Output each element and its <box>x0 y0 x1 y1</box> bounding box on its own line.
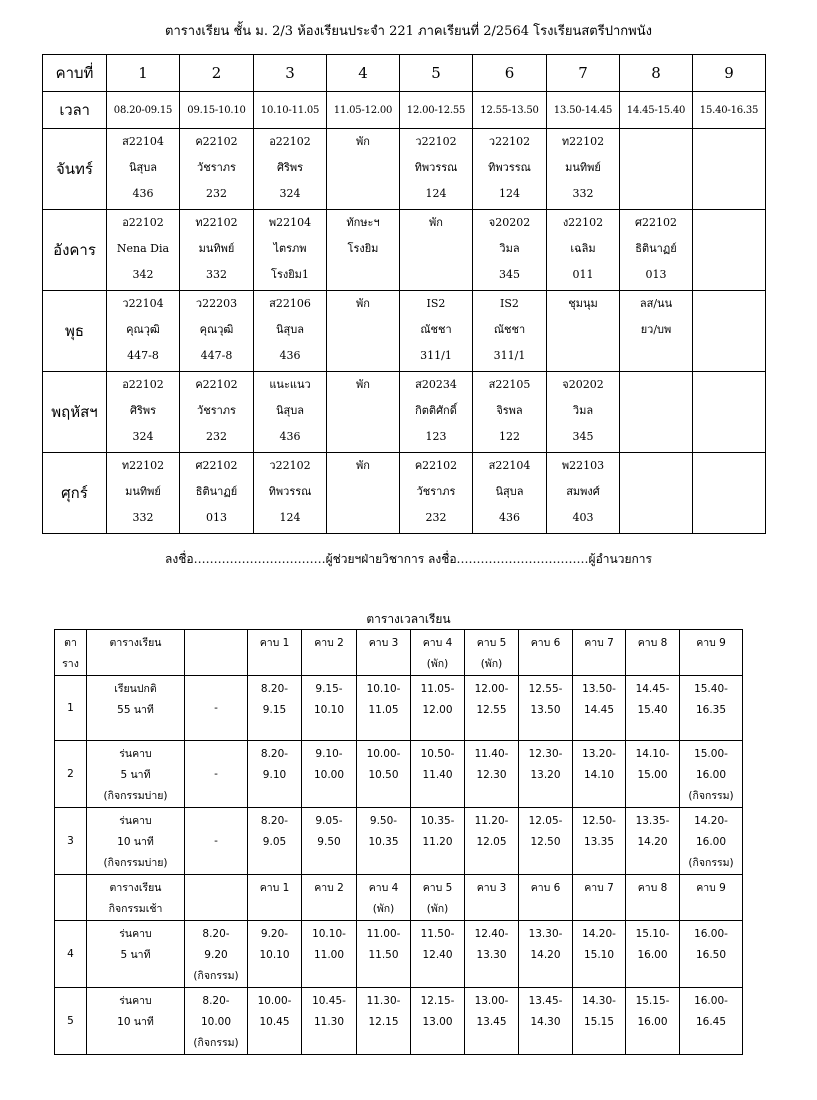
schedule-cell-line: นิสุบล <box>495 485 524 498</box>
data-row-cell: 5 <box>55 988 87 1055</box>
data-row-cell: 11.00- 11.50 <box>357 921 411 988</box>
header-row-1-cell: คาบ 5 (พัก) <box>465 630 519 676</box>
schedule-cell-line: ศิริพร <box>276 161 304 174</box>
schedule-cell-line: 332 <box>206 268 227 281</box>
data-row-cell: 8.20- 9.05 <box>248 808 302 875</box>
day-row <box>43 210 766 291</box>
header-row-2-cell: คาบ 7 <box>573 875 626 921</box>
period-number: 1 <box>107 55 180 92</box>
schedule-cell-line: พัก <box>356 135 370 148</box>
header-row-2-cell: คาบ 1 <box>248 875 302 921</box>
schedule-cell-line: ว22102 <box>269 459 311 472</box>
schedule-cell-line: มนทิพย์ <box>125 485 161 498</box>
schedule-cell <box>473 129 547 210</box>
schedule-cell-line: 342 <box>132 268 154 281</box>
data-row-cell: 2 <box>55 741 87 808</box>
schedule-cell <box>180 372 254 453</box>
data-row-cell: 14.45- 15.40 <box>626 676 680 741</box>
schedule-cell-line: อ22102 <box>122 216 164 229</box>
data-row <box>55 676 743 741</box>
schedule-cell-line: วัชราภร <box>416 485 456 498</box>
schedule-cell-line: 345 <box>499 268 520 281</box>
schedule-cell <box>107 372 180 453</box>
signature-line: ลงชื่อ……………………………ผู้ช่วยฯฝ่ายวิชาการ ลงชื่อ……………………………ผู้อำนวยการ <box>165 552 652 566</box>
day-row <box>43 453 766 534</box>
schedule-cell-line: ส22106 <box>269 297 311 310</box>
schedule-cell-line: ท22102 <box>561 135 605 148</box>
schedule-cell <box>107 453 180 534</box>
schedule-cell-line: ธิตินาฏย์ <box>195 485 238 498</box>
schedule-cell <box>107 210 180 291</box>
schedule-cell-line: โรงยิม1 <box>271 268 309 281</box>
schedule-cell <box>327 453 400 534</box>
schedule-cell-line: 124 <box>279 511 301 524</box>
schedule-cell <box>254 129 327 210</box>
data-row-cell: 13.50- 14.45 <box>573 676 626 741</box>
time-table <box>54 629 743 1055</box>
schedule-cell-line: ณัชชา <box>493 323 526 336</box>
header-row-2-cell: คาบ 5 (พัก) <box>411 875 465 921</box>
period-number: 3 <box>254 55 327 92</box>
schedule-cell-line: ศ22102 <box>195 459 238 472</box>
data-row-cell: 8.20- 9.15 <box>248 676 302 741</box>
schedule-cell-line: 013 <box>206 511 227 524</box>
header-row-1-cell: ตารางเรียน <box>87 630 185 676</box>
schedule-cell-line: 436 <box>132 187 154 200</box>
day-label: พฤหัสฯ <box>43 372 107 453</box>
data-row-cell: 10.50- 11.40 <box>411 741 465 808</box>
schedule-cell <box>107 291 180 372</box>
schedule-cell <box>400 210 473 291</box>
schedule-cell <box>327 129 400 210</box>
data-row-cell: 13.45- 14.30 <box>519 988 573 1055</box>
data-row-cell: 15.00- 16.00 (กิจกรรม) <box>680 741 743 808</box>
data-row-cell: 9.10- 10.00 <box>302 741 357 808</box>
data-row-cell: 8.20- 10.00 (กิจกรรม) <box>185 988 248 1055</box>
header-row-1-cell <box>185 630 248 676</box>
schedule-cell-line: จ20202 <box>562 378 604 391</box>
data-row-cell: 9.50- 10.35 <box>357 808 411 875</box>
data-row-cell: 13.00- 13.45 <box>465 988 519 1055</box>
period-time: 11.05-12.00 <box>327 92 400 129</box>
schedule-cell-line: วิมล <box>499 242 520 255</box>
header-row-2-cell: ตารางเรียน กิจกรรมเช้า <box>87 875 185 921</box>
schedule-cell <box>180 453 254 534</box>
data-row-cell: - <box>185 676 248 741</box>
day-row <box>43 372 766 453</box>
schedule-cell-line: 332 <box>132 511 154 524</box>
data-row-cell: 11.30- 12.15 <box>357 988 411 1055</box>
data-row-cell: 11.40- 12.30 <box>465 741 519 808</box>
data-row-cell: ร่นคาบ 10 นาที <box>87 988 185 1055</box>
data-row-cell: 8.20- 9.10 <box>248 741 302 808</box>
data-row-cell: 14.10- 15.00 <box>626 741 680 808</box>
schedule-cell-line: 124 <box>499 187 520 200</box>
schedule-cell-line: 447-8 <box>200 349 233 362</box>
schedule-cell-line: ศ22102 <box>635 216 677 229</box>
period-number: 7 <box>547 55 620 92</box>
schedule-cell-line: วัชราภร <box>197 404 236 417</box>
data-row <box>55 988 743 1055</box>
schedule-cell-line: ส22104 <box>122 135 164 148</box>
schedule-cell-line: IS2 <box>426 297 446 310</box>
schedule-cell <box>693 129 766 210</box>
schedule-cell-line: 123 <box>425 430 447 443</box>
schedule-cell <box>547 372 620 453</box>
schedule-cell-line: 436 <box>279 349 301 362</box>
schedule-cell <box>400 372 473 453</box>
schedule-cell-line: ทิพวรรณ <box>414 161 458 174</box>
schedule-cell-line: ทิพวรรณ <box>488 161 531 174</box>
data-row-cell: 12.55- 13.50 <box>519 676 573 741</box>
data-row-cell: 12.40- 13.30 <box>465 921 519 988</box>
schedule-cell <box>620 210 693 291</box>
schedule-cell-line: มนทิพย์ <box>565 161 601 174</box>
data-row-cell: ร่นคาบ 5 นาที <box>87 921 185 988</box>
schedule-cell-line: เฉลิม <box>570 242 596 255</box>
header-row-1-cell: คาบ 3 <box>357 630 411 676</box>
data-row-cell: 9.05- 9.50 <box>302 808 357 875</box>
time-row <box>43 92 766 129</box>
schedule-cell <box>400 453 473 534</box>
schedule-cell <box>620 453 693 534</box>
schedule-cell-line: ส22104 <box>488 459 531 472</box>
data-row-cell: 10.10- 11.00 <box>302 921 357 988</box>
schedule-cell-line: 232 <box>425 511 447 524</box>
period-number: 6 <box>473 55 547 92</box>
schedule-cell-line: ธิตินาฏย์ <box>635 242 677 255</box>
header-row-1-cell: คาบ 1 <box>248 630 302 676</box>
data-row-cell: 8.20- 9.20 (กิจกรรม) <box>185 921 248 988</box>
period-number: 2 <box>180 55 254 92</box>
schedule-cell-line: พัก <box>356 378 370 391</box>
schedule-cell-line: ทักษะฯ <box>346 216 380 229</box>
schedule-cell <box>327 291 400 372</box>
schedule-cell <box>547 210 620 291</box>
schedule-cell-line: 436 <box>499 511 520 524</box>
data-row-cell: 12.05- 12.50 <box>519 808 573 875</box>
header-row-1-cell: คาบ 8 <box>626 630 680 676</box>
schedule-cell-line: 122 <box>499 430 520 443</box>
header-row-2-cell: คาบ 2 <box>302 875 357 921</box>
schedule-cell-line: ศิริพร <box>129 404 157 417</box>
page-title: ตารางเรียน ชั้น ม. 2/3 ห้องเรียนประจำ 221 ภาคเรียนที่ 2/2564 โรงเรียนสตรีปากพนัง <box>165 24 652 39</box>
schedule-cell-line: กิตติศักดิ์ <box>415 404 457 417</box>
period-number: 9 <box>693 55 766 92</box>
data-row-cell: 10.35- 11.20 <box>411 808 465 875</box>
schedule-cell-line: อ22102 <box>122 378 164 391</box>
schedule-cell-line: ท22102 <box>195 216 238 229</box>
period-time: 14.45-15.40 <box>620 92 693 129</box>
class-schedule-table <box>42 54 766 534</box>
schedule-cell-line: ไตรภพ <box>273 242 307 255</box>
header-row-2-cell <box>185 875 248 921</box>
schedule-cell-line: IS2 <box>500 297 519 310</box>
schedule-cell <box>327 210 400 291</box>
header-row-2-cell <box>55 875 87 921</box>
data-row <box>55 741 743 808</box>
schedule-cell-line: 013 <box>645 268 667 281</box>
schedule-cell-line: พัก <box>356 297 370 310</box>
schedule-cell-line: ลส/นน <box>639 297 673 310</box>
header-row-1-cell: คาบ 4 (พัก) <box>411 630 465 676</box>
data-row-cell: 12.50- 13.35 <box>573 808 626 875</box>
schedule-cell-line: 345 <box>572 430 594 443</box>
data-row-cell: 1 <box>55 676 87 741</box>
data-row-cell: 13.35- 14.20 <box>626 808 680 875</box>
period-time: 10.10-11.05 <box>254 92 327 129</box>
schedule-cell <box>693 372 766 453</box>
header-row-2-cell: คาบ 3 <box>465 875 519 921</box>
schedule-cell <box>693 210 766 291</box>
schedule-cell-line: โรงยิม <box>347 242 379 255</box>
data-row-cell: 16.00- 16.50 <box>680 921 743 988</box>
schedule-cell-line: ว22203 <box>195 297 238 310</box>
header-row-1 <box>55 630 743 676</box>
schedule-cell-line: 011 <box>572 268 594 281</box>
data-row-cell: ร่นคาบ 10 นาที (กิจกรรมบ่าย) <box>87 808 185 875</box>
schedule-cell-line: ง22102 <box>562 216 604 229</box>
schedule-cell-line: อ22102 <box>269 135 311 148</box>
schedule-cell-line: นิสุบล <box>129 161 157 174</box>
schedule-cell <box>400 129 473 210</box>
data-row <box>55 921 743 988</box>
schedule-cell <box>547 291 620 372</box>
period-time: 09.15-10.10 <box>180 92 254 129</box>
header-row-1-cell: คาบ 6 <box>519 630 573 676</box>
day-label: จันทร์ <box>43 129 107 210</box>
data-row-cell: 3 <box>55 808 87 875</box>
schedule-cell-line: ว22102 <box>415 135 457 148</box>
schedule-cell-line: นิสุบล <box>276 404 304 417</box>
schedule-cell <box>254 453 327 534</box>
period-time: 12.00-12.55 <box>400 92 473 129</box>
period-header-row <box>43 55 766 92</box>
schedule-cell-line: ค22102 <box>195 378 238 391</box>
data-row-cell: เรียนปกติ 55 นาที <box>87 676 185 741</box>
day-label: พุธ <box>43 291 107 372</box>
period-number: 8 <box>620 55 693 92</box>
schedule-cell-line: 447-8 <box>127 349 159 362</box>
data-row-cell: 10.10- 11.05 <box>357 676 411 741</box>
header-row-2-cell: คาบ 9 <box>680 875 743 921</box>
schedule-cell-line: ส22105 <box>488 378 531 391</box>
schedule-cell <box>254 372 327 453</box>
schedule-cell-line: 232 <box>206 187 227 200</box>
header-row-2-cell: คาบ 6 <box>519 875 573 921</box>
schedule-cell-line: ว22104 <box>122 297 164 310</box>
data-row-cell: 4 <box>55 921 87 988</box>
data-row-cell: 10.00- 10.50 <box>357 741 411 808</box>
schedule-cell <box>547 453 620 534</box>
data-row-cell: 15.10- 16.00 <box>626 921 680 988</box>
period-number: 4 <box>327 55 400 92</box>
schedule-cell-line: คุณวุฒิ <box>199 323 234 336</box>
schedule-cell <box>180 291 254 372</box>
data-row-cell: - <box>185 741 248 808</box>
schedule-cell <box>620 129 693 210</box>
schedule-cell-line: 311/1 <box>420 349 452 362</box>
data-row-cell: - <box>185 808 248 875</box>
schedule-cell-line: มนทิพย์ <box>198 242 235 255</box>
data-row-cell: 9.15- 10.10 <box>302 676 357 741</box>
day-label: อังคาร <box>43 210 107 291</box>
schedule-cell <box>547 129 620 210</box>
period-label: คาบที่ <box>43 55 107 92</box>
period-time: 12.55-13.50 <box>473 92 547 129</box>
schedule-cell-line: พ22104 <box>268 216 312 229</box>
schedule-cell <box>107 129 180 210</box>
data-row-cell: 14.20- 16.00 (กิจกรรม) <box>680 808 743 875</box>
data-row-cell: 15.15- 16.00 <box>626 988 680 1055</box>
data-row-cell: 11.20- 12.05 <box>465 808 519 875</box>
header-row-1-cell: คาบ 9 <box>680 630 743 676</box>
schedule-cell-line: วิมล <box>572 404 594 417</box>
header-row-2-cell: คาบ 8 <box>626 875 680 921</box>
schedule-cell-line: 124 <box>425 187 447 200</box>
schedule-cell <box>693 453 766 534</box>
schedule-cell <box>327 372 400 453</box>
data-row-cell: 12.30- 13.20 <box>519 741 573 808</box>
data-row-cell: 14.20- 15.10 <box>573 921 626 988</box>
schedule-cell <box>180 210 254 291</box>
schedule-cell-line: ว22102 <box>488 135 531 148</box>
schedule-cell <box>693 291 766 372</box>
period-time: 15.40-16.35 <box>693 92 766 129</box>
schedule-cell-line: 324 <box>279 187 301 200</box>
schedule-cell-line: 403 <box>572 511 594 524</box>
data-row-cell: 12.00- 12.55 <box>465 676 519 741</box>
schedule-cell-line: ยว/บพ <box>640 323 672 336</box>
schedule-cell <box>473 291 547 372</box>
data-row-cell: 11.50- 12.40 <box>411 921 465 988</box>
period-time: 08.20-09.15 <box>107 92 180 129</box>
header-row-1-cell: คาบ 2 <box>302 630 357 676</box>
schedule-cell-line: ชุมนุม <box>568 297 598 310</box>
time-table-title: ตารางเวลาเรียน <box>366 612 451 626</box>
header-row-1-cell: คาบ 7 <box>573 630 626 676</box>
schedule-cell <box>473 372 547 453</box>
data-row-cell: 10.00- 10.45 <box>248 988 302 1055</box>
schedule-cell-line: พัก <box>356 459 370 472</box>
header-row-2-cell: คาบ 4 (พัก) <box>357 875 411 921</box>
day-label: ศุกร์ <box>43 453 107 534</box>
time-label: เวลา <box>43 92 107 129</box>
data-row-cell: 13.20- 14.10 <box>573 741 626 808</box>
schedule-cell-line: 311/1 <box>493 349 526 362</box>
schedule-cell <box>180 129 254 210</box>
data-row-cell: 13.30- 14.20 <box>519 921 573 988</box>
schedule-cell-line: วัชราภร <box>197 161 236 174</box>
period-number: 5 <box>400 55 473 92</box>
data-row <box>55 808 743 875</box>
data-row-cell: ร่นคาบ 5 นาที (กิจกรรมบ่าย) <box>87 741 185 808</box>
schedule-cell-line: คุณวุฒิ <box>126 323 160 336</box>
schedule-cell-line: 324 <box>132 430 154 443</box>
data-row-cell: 16.00- 16.45 <box>680 988 743 1055</box>
data-row-cell: 15.40- 16.35 <box>680 676 743 741</box>
schedule-cell-line: 436 <box>279 430 301 443</box>
schedule-cell <box>620 291 693 372</box>
schedule-cell <box>473 210 547 291</box>
data-row-cell: 9.20- 10.10 <box>248 921 302 988</box>
day-row <box>43 291 766 372</box>
schedule-cell <box>473 453 547 534</box>
schedule-cell <box>254 210 327 291</box>
header-row-2 <box>55 875 743 921</box>
schedule-cell-line: จ20202 <box>488 216 531 229</box>
schedule-cell-line: 332 <box>572 187 594 200</box>
data-row-cell: 12.15- 13.00 <box>411 988 465 1055</box>
schedule-cell-line: ทิพวรรณ <box>268 485 312 498</box>
schedule-cell <box>254 291 327 372</box>
schedule-cell-line: พัก <box>429 216 443 229</box>
schedule-cell-line: Nena Dia <box>116 242 170 255</box>
day-row <box>43 129 766 210</box>
schedule-cell-line: ค22102 <box>195 135 238 148</box>
header-row-1-cell: ตา ราง <box>55 630 87 676</box>
schedule-cell-line: ส20234 <box>415 378 457 391</box>
schedule-cell <box>620 372 693 453</box>
schedule-cell-line: ท22102 <box>121 459 165 472</box>
schedule-cell-line: พ22103 <box>561 459 605 472</box>
schedule-cell <box>400 291 473 372</box>
schedule-cell-line: นิสุบล <box>276 323 304 336</box>
schedule-cell-line: สมพงศ์ <box>566 485 600 498</box>
data-row-cell: 14.30- 15.15 <box>573 988 626 1055</box>
schedule-cell-line: ณัชชา <box>420 323 452 336</box>
period-time: 13.50-14.45 <box>547 92 620 129</box>
data-row-cell: 11.05- 12.00 <box>411 676 465 741</box>
schedule-cell-line: แนะแนว <box>269 378 311 391</box>
schedule-cell-line: จิรพล <box>496 404 523 417</box>
schedule-cell-line: 232 <box>206 430 227 443</box>
data-row-cell: 10.45- 11.30 <box>302 988 357 1055</box>
schedule-cell-line: ค22102 <box>414 459 458 472</box>
